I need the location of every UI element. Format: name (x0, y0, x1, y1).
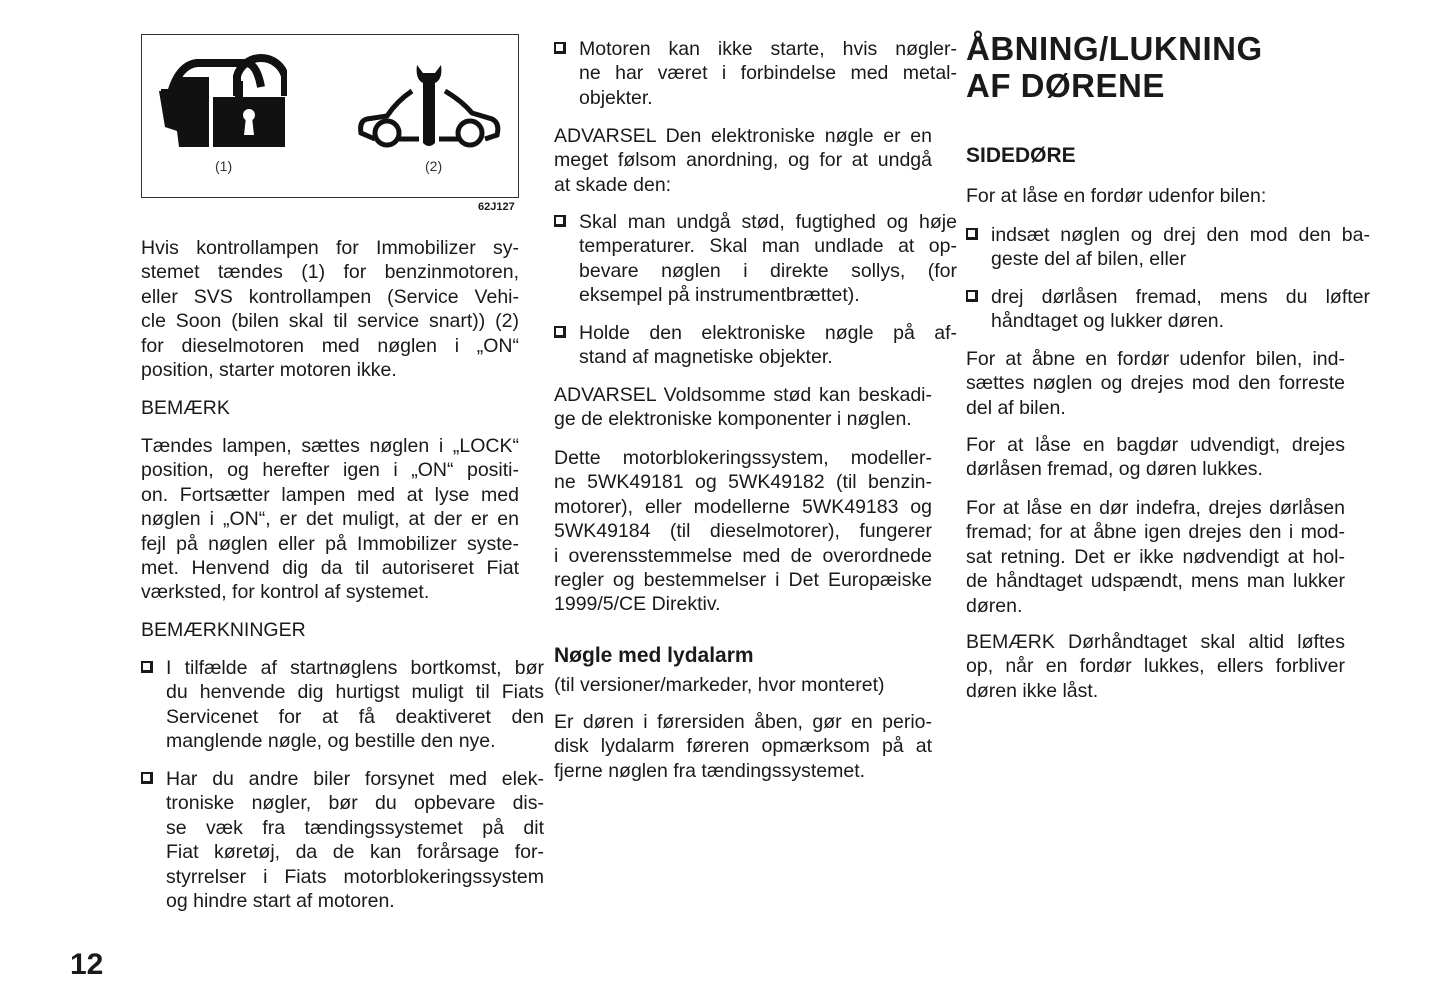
text-line: geste del af bilen, eller (991, 248, 1187, 271)
text-line: ne 5WK49181 og 5WK49182 (til benzin- (554, 471, 932, 494)
text-line: For at låse en fordør udenfor bilen: (966, 185, 1267, 207)
bullet-item (141, 656, 544, 754)
text-line: eksempel på instrumentbrættet). (579, 284, 860, 307)
bullet-item (554, 37, 957, 110)
text-line: I tilfælde af startnøglens bortkomst, bør (166, 657, 544, 679)
text-line: ge de elektroniske komponenter i nøglen. (554, 408, 912, 431)
text-line: værksted, for kontrol af systemet. (141, 581, 430, 604)
text-line: for dieselmotoren med nøglen i „ON“ (141, 334, 519, 357)
figure-label-2: (2) (425, 158, 443, 174)
paragraph (141, 434, 519, 605)
text-line: Servicenet for at få deaktiveret den (166, 705, 544, 728)
text-line: ADVARSEL Voldsomme stød kan beskadi- (554, 384, 932, 406)
text-line: position, og herefter igen i „ON“ positi- (141, 459, 519, 482)
text-line: sættes nøglen og drejes mod den forreste (966, 372, 1345, 395)
figure-reference: 62J127 (478, 201, 515, 213)
text-line: du henvende dig hurtigst muligt til Fiats (166, 681, 544, 704)
paragraph (554, 673, 932, 697)
text-line: bevare nøglen i direkte sollys, (for (579, 259, 957, 282)
paragraph (141, 236, 519, 382)
checkbox-bullet-icon (966, 290, 978, 302)
paragraph (966, 433, 1345, 482)
text-line: Dette motorblokeringssystem, modeller- (554, 447, 932, 469)
notes-label (141, 618, 519, 642)
text-line: ne har været i forbindelse med metal- (579, 62, 957, 85)
text-line: met. Henvend dig da til autoriseret Fiat (141, 556, 519, 579)
text-line: manglende nøgle, og bestille den nye. (166, 730, 496, 753)
text-line: Holde den elektroniske nøgle på af- (579, 322, 957, 344)
text-line: op, når en fordør lukkes, ellers forbliver (966, 655, 1345, 678)
text-line: de håndtaget udspændt, mens man lukker (966, 570, 1345, 593)
text-line: drej dørlåsen fremad, mens du løfter (991, 286, 1370, 308)
title-line: AF DØRENE (966, 67, 1165, 104)
text-line: i overensstemmelse med de overordnede (554, 544, 932, 567)
paragraph (966, 184, 1345, 208)
note-label (141, 396, 519, 420)
section-subtitle: SIDEDØRE (966, 144, 1076, 167)
text-line: døren ikke låst. (966, 679, 1099, 702)
text-line: Motoren kan ikke starte, hvis nøgler- (579, 38, 957, 60)
car-wrench-icon (357, 61, 502, 151)
text-line: fejl på nøglen eller på Immobilizer syste- (141, 532, 519, 555)
text-line: Skal man undgå stød, fugtighed og høje (579, 211, 957, 233)
text-line: 5WK49184 (til dieselmotorer), fungerer (554, 520, 932, 543)
text-line: position, starter motoren ikke. (141, 358, 397, 381)
text-line: håndtaget og lukker døren. (991, 310, 1225, 333)
warning-paragraph (554, 124, 932, 197)
text-line: motorer), eller modellerne 5WK49183 og (554, 495, 932, 518)
checkbox-bullet-icon (966, 228, 978, 240)
text-line: BEMÆRKNINGER (141, 619, 306, 641)
text-line: troniske nøgler, bør du opbevare dis- (166, 792, 544, 815)
paragraph (966, 496, 1345, 618)
checkbox-bullet-icon (554, 42, 566, 54)
figure-label-1: (1) (215, 158, 233, 174)
warning-lamps-figure (141, 34, 519, 198)
bullet-item (966, 285, 1370, 334)
text-line: del af bilen. (966, 396, 1066, 419)
text-line: disk lydalarm føreren opmærksom på at (554, 735, 932, 758)
text-line: BEMÆRK Dørhåndtaget skal altid løftes (966, 631, 1345, 653)
checkbox-bullet-icon (141, 772, 153, 784)
paragraph (554, 710, 932, 783)
text-line: For at åbne en fordør udenfor bilen, ind- (966, 348, 1345, 370)
text-line: 1999/5/CE Direktiv. (554, 593, 721, 616)
text-line: dørlåsen fremad, og døren lukkes. (966, 458, 1263, 481)
title-line: ÅBNING/LUKNING (966, 30, 1263, 67)
text-line: nøglen i „ON“, er det muligt, at der er en (141, 508, 519, 531)
warning-paragraph (554, 383, 932, 432)
text-line: (til versioner/markeder, hvor monteret) (554, 674, 885, 696)
text-line: Hvis kontrollampen for Immobilizer sy- (141, 237, 519, 259)
text-line: on. Fortsætter lampen med at lyse med (141, 483, 519, 506)
paragraph (554, 446, 932, 617)
paragraph (966, 630, 1345, 703)
text-line: stand af magnetiske objekter. (579, 346, 833, 369)
text-line: Fiat køretøj, da de kan forårsage for- (166, 841, 544, 864)
page-number: 12 (70, 948, 104, 981)
text-line: For at låse en bagdør udvendigt, drejes (966, 434, 1345, 456)
checkbox-bullet-icon (554, 215, 566, 227)
text-line: døren. (966, 594, 1023, 617)
checkbox-bullet-icon (554, 326, 566, 338)
text-line: stemet tændes (1) for benzinmotoren, (141, 261, 519, 284)
car-door-padlock-icon (157, 51, 287, 151)
section-heading: Nøgle med lydalarm (554, 644, 754, 667)
text-line: objekter. (579, 86, 653, 109)
text-line: For at låse en dør indefra, drejes dørlåsen (966, 497, 1345, 519)
text-line: cle Soon (bilen skal til service snart)) (2) (141, 310, 519, 333)
text-line: regler og bestemmelser i Det Europæiske (554, 568, 932, 591)
paragraph (966, 347, 1345, 420)
text-line: at skade den: (554, 173, 672, 196)
text-line: temperaturer. Skal man undlade at op- (579, 235, 957, 258)
text-line: indsæt nøglen og drej den mod den ba- (991, 224, 1370, 246)
text-line: Tændes lampen, sættes nøglen i „LOCK“ (141, 435, 519, 457)
bullet-item (554, 210, 957, 308)
text-line: styrrelser i Fiats motorblokeringssystem (166, 865, 544, 888)
page-title (966, 30, 1263, 104)
text-line: se væk fra tændingssystemet på dit (166, 816, 544, 839)
text-line: eller SVS kontrollampen (Service Vehi- (141, 285, 519, 308)
text-line: meget følsom anordning, og for at undgå (554, 149, 932, 172)
text-line: Er døren i førersiden åben, gør en perio- (554, 711, 932, 733)
text-line: Har du andre biler forsynet med elek- (166, 768, 544, 790)
text-line: ADVARSEL Den elektroniske nøgle er en (554, 125, 932, 147)
text-line: fjerne nøglen fra tændingssystemet. (554, 759, 866, 782)
bullet-item (554, 321, 957, 370)
text-line: BEMÆRK (141, 397, 230, 419)
checkbox-bullet-icon (141, 661, 153, 673)
text-line: og hindre start af motoren. (166, 889, 395, 912)
bullet-item (966, 223, 1370, 272)
text-line: fremad; for at åbne igen drejes den i mod- (966, 521, 1345, 544)
text-line: sat retning. Det er ikke nødvendigt at hol- (966, 545, 1345, 568)
bullet-item (141, 767, 544, 913)
